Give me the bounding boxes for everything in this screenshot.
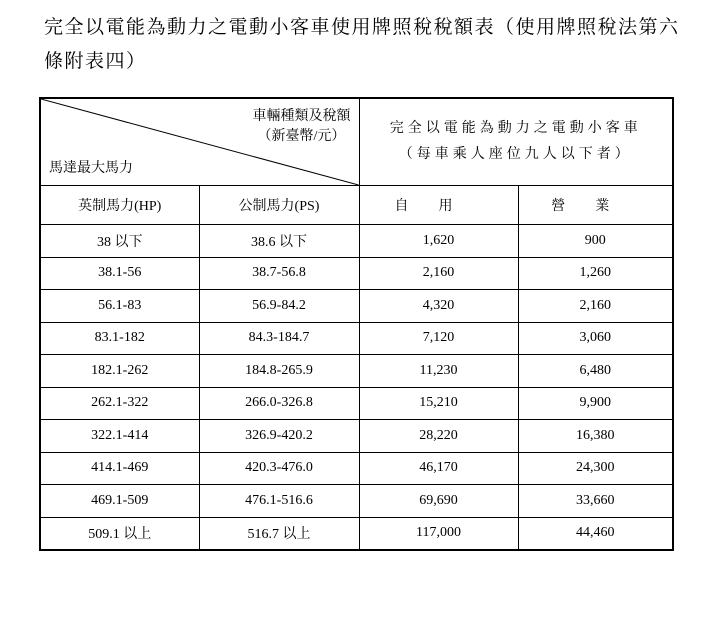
cell-ps: 84.3-184.7 [199,322,359,355]
cell-ps: 476.1-516.6 [199,485,359,518]
cell-hp: 469.1-509 [40,485,199,518]
diagonal-header-cell [40,98,359,186]
cell-ps: 38.7-56.8 [199,257,359,290]
table-row [40,322,673,355]
vehicle-type-line1: 完全以電能為動力之電動小客車 [389,121,642,136]
table-row [40,452,673,485]
tax-rate-table [39,97,674,551]
cell-hp: 262.1-322 [40,387,199,420]
cell-ps: 420.3-476.0 [199,452,359,485]
page-title: 完全以電能為動力之電動小客車使用牌照稅稅額表（使用牌照稅法第六條附表四） [44,16,680,72]
cell-private: 15,210 [359,387,518,420]
cell-private: 69,690 [359,485,518,518]
cell-ps: 326.9-420.2 [199,420,359,453]
motor-power-label: 馬達最大馬力 [49,161,133,176]
vehicle-type-header [359,98,673,186]
cell-private: 7,120 [359,322,518,355]
cell-private: 4,320 [359,290,518,323]
table-row [40,355,673,388]
cell-hp: 38.1-56 [40,257,199,290]
cell-ps: 184.8-265.9 [199,355,359,388]
table-row [40,290,673,323]
vehicle-type-line2: （每車乘人座位九人以下者） [398,147,633,162]
cell-private: 1,620 [359,225,518,258]
col-header-ps: 公制馬力(PS) [199,186,359,225]
cell-commercial: 33,660 [518,485,673,518]
cell-commercial: 9,900 [518,387,673,420]
cell-private: 117,000 [359,517,518,550]
cell-hp: 414.1-469 [40,452,199,485]
cell-hp: 56.1-83 [40,290,199,323]
cell-commercial: 24,300 [518,452,673,485]
table-row [40,485,673,518]
cell-hp: 83.1-182 [40,322,199,355]
cell-hp: 38 以下 [40,225,199,258]
cell-commercial: 900 [518,225,673,258]
cell-ps: 516.7 以上 [199,517,359,550]
cell-hp: 509.1 以上 [40,517,199,550]
cell-hp: 182.1-262 [40,355,199,388]
cell-private: 2,160 [359,257,518,290]
cell-commercial: 16,380 [518,420,673,453]
cell-private: 46,170 [359,452,518,485]
cell-commercial: 2,160 [518,290,673,323]
table-row [40,257,673,290]
cell-commercial: 1,260 [518,257,673,290]
cell-hp: 322.1-414 [40,420,199,453]
col-header-private: 自用 [359,186,518,225]
cell-ps: 38.6 以下 [199,225,359,258]
vehicle-tax-label-line1: 車輛種類及稅額 [252,109,351,124]
table-body [40,225,673,551]
cell-ps: 56.9-84.2 [199,290,359,323]
col-header-commercial: 營業 [518,186,673,225]
table-row [40,387,673,420]
vehicle-tax-label [253,107,351,147]
vehicle-tax-label-line2: （新臺幣/元） [257,129,346,144]
table-row [40,517,673,550]
col-header-hp: 英制馬力(HP) [40,186,199,225]
cell-private: 11,230 [359,355,518,388]
table-row [40,225,673,258]
table-row [40,420,673,453]
cell-ps: 266.0-326.8 [199,387,359,420]
cell-commercial: 6,480 [518,355,673,388]
cell-commercial: 44,460 [518,517,673,550]
cell-private: 28,220 [359,420,518,453]
cell-commercial: 3,060 [518,322,673,355]
